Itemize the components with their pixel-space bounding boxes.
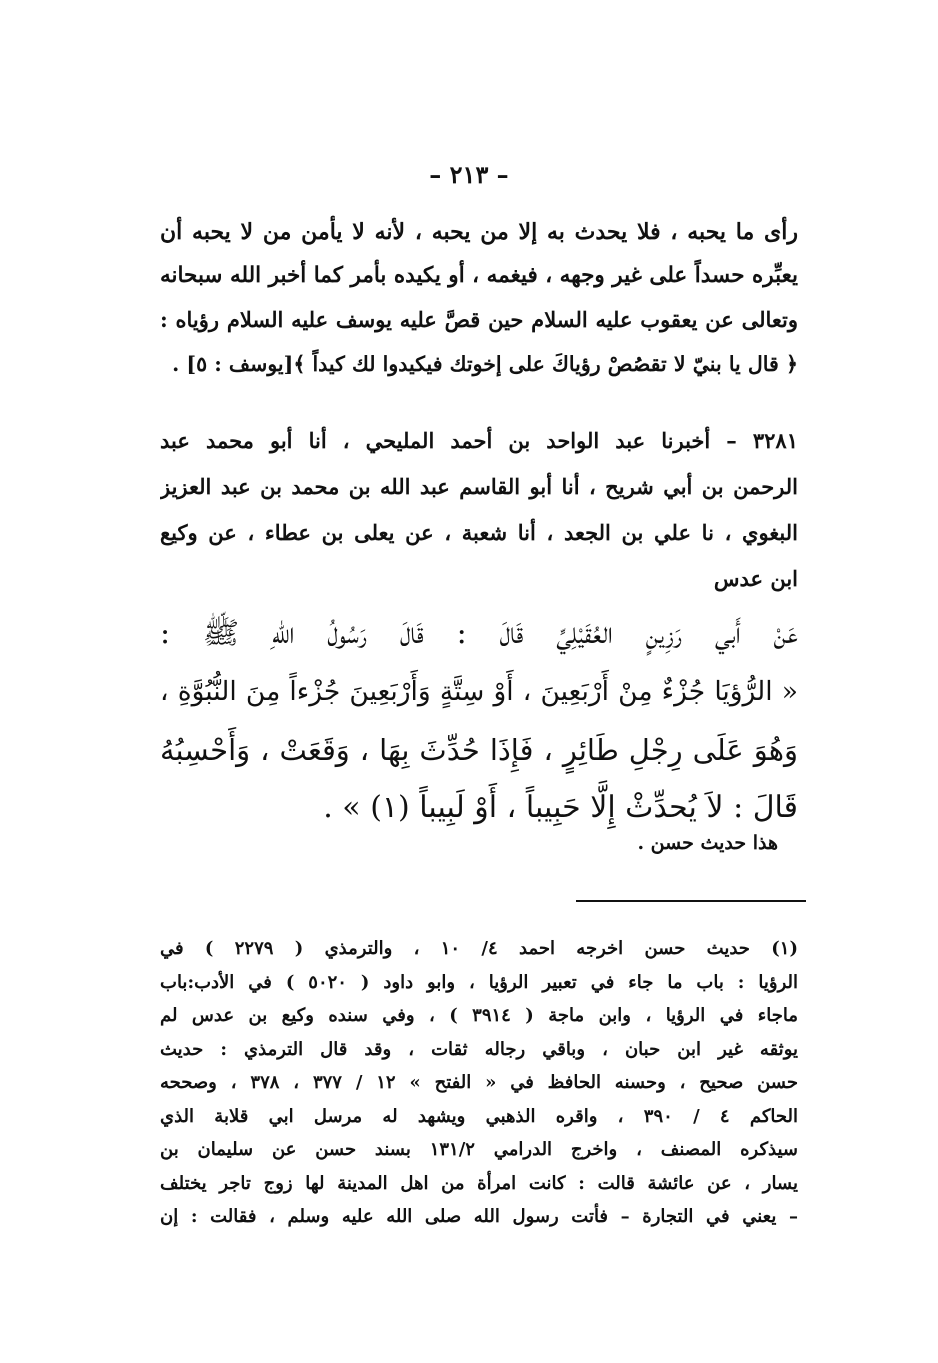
page-number: – ٢١٣ – bbox=[429, 160, 509, 189]
footnote-separator bbox=[576, 900, 806, 902]
footnote-line: ماجاء في الرؤيا ، وابن ماجة ( ٣٩١٤ ) ، وفي سنده وكيع بن عدس لم bbox=[160, 1005, 798, 1026]
footnote bbox=[160, 932, 798, 1234]
commentary-paragraph bbox=[160, 210, 798, 386]
footnote-line: سيذكره المصنف ، واخرج الدرامي ١٣١/٢ بسند حسن عن سليمان بن bbox=[160, 1139, 798, 1160]
isnad-paragraph bbox=[160, 418, 798, 602]
footnote-line: – يعني في التجارة – فأتت رسول الله صلى الله عليه وسلم ، فقالت : إن bbox=[160, 1206, 798, 1227]
text-line: الرحمن بن أبي شريح ، أنا أبو القاسم عبد الله بن محمد بن عبد العزيز bbox=[160, 474, 798, 499]
footnote-line: يوثقه غير ابن حبان ، وباقي رجاله ثقات ، وقد قال الترمذي : حديث bbox=[160, 1038, 798, 1060]
footnote-line: الرؤيا : باب ما جاء في تعبير الرؤيا ، وابو داود ( ٥٠٢٠ ) في الأدب:باب bbox=[160, 971, 798, 993]
text-line: رأى ما يحبه ، فلا يحدث به إلا من يحبه ، لأنه لا يأمن من لا يحبه أن bbox=[160, 219, 798, 245]
hadith-line: وَهُوَ عَلَى رِجْلِ طَائِرٍ ، فَإِذَا حُدِّثَ بِهَا ، وَقَعَتْ ، وَأَحْسِبُهُ bbox=[160, 733, 798, 767]
hadith-grade: هذا حديث حسن . bbox=[637, 832, 778, 854]
footnote-line: الحاكم ٤ / ٣٩٠ ، واقره الذهبي ويشهد له مرسل ابي قلابة الذي bbox=[160, 1105, 798, 1127]
footnote-line: يسار ، عن عائشة قالت : كانت امرأة من اهل المدينة لها زوج تاجر يختلف bbox=[160, 1172, 798, 1194]
hadith-line: عَنْ أَبي رَزِينٍ العُقَيْلِيِّ قَالَ : قَالَ رَسُولُ اللهِ ﷺ : bbox=[160, 616, 798, 651]
quran-verse-line: ﴿ قال يا بنيّ لا تقصُصْ رؤياكَ على إخوتك فيكيدوا لك كيداً ﴾[يوسف : ٥] . bbox=[172, 352, 798, 376]
footnote-line: (١) حديث حسن اخرجه احمد ٤/ ١٠ ، والترمذي ( ٢٢٧٩ ) في bbox=[160, 938, 798, 959]
text-line: ابن عدس bbox=[713, 566, 798, 591]
hadith-line: قَالَ : لاَ يُحدِّثْ إِلَّا حَبِيباً ، أَوْ لَبِيباً (١) » . bbox=[323, 790, 798, 825]
text-line: ٣٢٨١ – أخبرنا عبد الواحد بن أحمد المليحي ، أنا أبو محمد عبد bbox=[160, 428, 798, 453]
hadith-line: « الرُّؤيَا جُزْءٌ مِنْ أَرْبَعِينَ ، أَوْ سِتَّةٍ وَأَرْبَعِينَ جُزْءاً مِنَ النُّبُوَّةِ ، bbox=[160, 676, 798, 707]
footnote-line: حسن صحيح ، وحسنه الحافظ في « الفتح » ١٢ / ٣٧٧ ، ٣٧٨ ، وصححه bbox=[160, 1072, 798, 1093]
text-line: البغوي ، نا علي بن الجعد ، أنا شعبة ، عن يعلى بن عطاء ، عن وكيع bbox=[160, 520, 798, 545]
text-line: يعبِّره حسداً على غير وجهه ، فيغمه ، أو يكيده بأمر كما أخبر الله سبحانه bbox=[160, 263, 798, 288]
hadith-text bbox=[160, 605, 798, 837]
text-line: وتعالى عن يعقوب عليه السلام حين قصَّ عليه يوسف عليه السلام رؤياه : bbox=[160, 307, 798, 332]
